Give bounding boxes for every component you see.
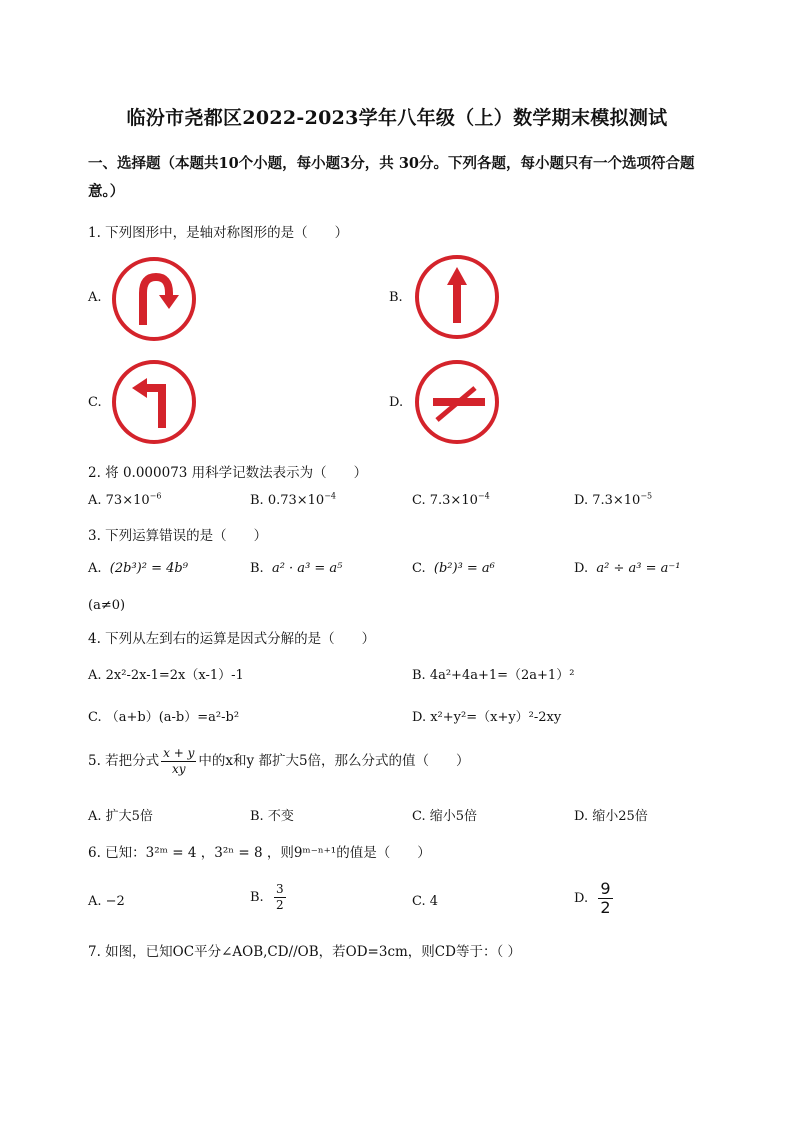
page-title: 临汾市尧都区2022-2023学年八年级（上）数学期末模拟测试 [126, 107, 668, 129]
question-3-stem: 3. 下列运算错误的是（ ） [88, 528, 268, 544]
option-b [250, 882, 288, 913]
denominator: 2 [275, 898, 284, 912]
numerator: 3 [275, 882, 284, 896]
option-label: B. [389, 290, 403, 305]
formula: (2b³)² = 4b⁹ [109, 561, 188, 576]
exponent: −6 [149, 491, 162, 501]
option-label: B. [250, 890, 264, 905]
option-d: D. x²+y²=（x+y）²-2xy [412, 710, 562, 725]
option-c-text: C. 7.3×10 [412, 493, 478, 508]
condition-note: (a≠0) [88, 598, 126, 613]
formula: a² ÷ a³ = a⁻¹ [596, 561, 681, 576]
question-4-stem: 4. 下列从左到右的运算是因式分解的是（ ） [88, 631, 376, 647]
option-c: C. 4 [412, 894, 439, 909]
fraction [161, 746, 196, 777]
option-c: C. （a+b）(a-b）=a²-b² [88, 710, 240, 725]
option-b: B. 4a²+4a+1=（2a+1）² [412, 668, 575, 683]
formula: a² · a³ = a⁵ [271, 561, 343, 576]
denominator: xy [172, 762, 186, 776]
exponent: −4 [324, 491, 336, 501]
option-c: C. 缩小5倍 [412, 809, 478, 824]
no-u-turn-icon [413, 358, 501, 446]
option-label: C. [88, 395, 102, 410]
option-a: A. 扩大5倍 [88, 809, 153, 824]
fraction [598, 880, 612, 917]
option-a [88, 561, 188, 576]
option-a-text: A. 73×10 [88, 493, 150, 508]
option-c [412, 561, 495, 576]
question-5-text: 中的x和y 都扩大5倍，那么分式的值（ ） [198, 753, 470, 769]
option-a: A. −2 [88, 894, 125, 909]
u-turn-arrow-icon [110, 255, 198, 343]
option-a [88, 493, 161, 508]
fraction [274, 882, 286, 913]
left-turn-arrow-icon [110, 358, 198, 446]
denominator: 2 [600, 898, 611, 917]
section-heading: 一、选择题（本题共10个小题，每小题3分，共 30分。下列各题，每小题只有一个选项符合题意。） [88, 155, 695, 200]
exponent: −4 [477, 491, 490, 501]
option-label: A. [88, 561, 102, 576]
option-d: D. 缩小25倍 [574, 809, 648, 824]
option-label: A. [88, 290, 102, 305]
numerator: 9 [600, 879, 611, 898]
option-b-text: B. 0.73×10 [250, 493, 325, 508]
option-b [250, 561, 342, 576]
option-d [574, 880, 615, 917]
option-b [250, 493, 336, 508]
option-d [574, 561, 680, 576]
option-d [574, 493, 652, 508]
question-1-stem: 1. 下列图形中，是轴对称图形的是（ ） [88, 225, 349, 241]
question-2-stem: 2. 将 0.000073 用科学记数法表示为（ ） [88, 465, 368, 481]
option-label: D. [389, 395, 404, 410]
option-label: C. [412, 561, 426, 576]
question-6-stem: 6. 已知：3²ᵐ = 4 ，3²ⁿ = 8 ，则9ᵐ⁻ⁿ⁺¹的值是（ ） [88, 845, 431, 861]
numerator: x + y [163, 746, 195, 760]
option-label: B. [250, 561, 264, 576]
option-b: B. 不变 [250, 809, 294, 824]
option-label: D. [574, 891, 589, 906]
option-label: D. [574, 561, 589, 576]
option-d-text: D. 7.3×10 [574, 493, 641, 508]
question-7-stem: 7. 如图，已知OC平分∠AOB,CD//OB，若OD=3cm，则CD等于：（ ） [88, 944, 521, 960]
straight-arrow-icon [413, 253, 501, 341]
question-5-stem [88, 746, 470, 777]
exponent: −5 [640, 491, 653, 501]
formula: (b²)³ = a⁶ [433, 561, 495, 576]
option-c [412, 493, 490, 508]
option-a: A. 2x²-2x-1=2x（x-1）-1 [88, 668, 244, 683]
question-5-text: 5. 若把分式 [88, 753, 160, 769]
